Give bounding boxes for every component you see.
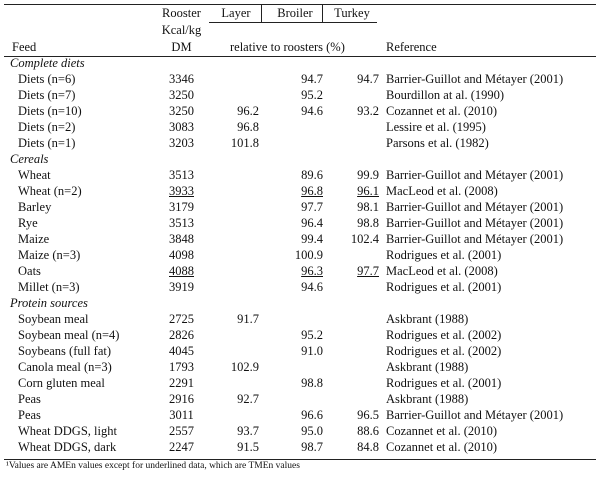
header-layer: Layer: [221, 6, 251, 20]
rooster-cell: 3083: [169, 120, 194, 134]
rooster-cell: 3011: [169, 408, 194, 422]
header-reference: Reference: [386, 40, 437, 54]
reference-cell: Cozannet et al. (2010): [386, 424, 498, 438]
broiler-cell: 95.2: [301, 88, 323, 102]
table-row: [4, 423, 596, 439]
table-body: [4, 55, 596, 455]
table-row: [4, 167, 596, 183]
feed-cell: Oats: [18, 264, 41, 278]
table-row: [4, 391, 596, 407]
footnote: ¹Values are AMEn values except for underlined data, which are TMEn values: [6, 461, 300, 471]
col-sep-1: [261, 5, 262, 22]
turkey-cell: 93.2: [357, 104, 379, 118]
header-feed: Feed: [12, 40, 37, 54]
feed-cell: Diets (n=2): [18, 120, 76, 134]
turkey-cell: 102.4: [350, 232, 379, 246]
feed-cell: Diets (n=6): [18, 72, 76, 86]
turkey-cell: 99.9: [357, 168, 379, 182]
broiler-cell: 98.7: [301, 440, 323, 454]
rooster-cell: 3346: [169, 72, 194, 86]
header-rooster-dm: DM: [171, 40, 192, 54]
feed-cell: Soybean meal: [18, 312, 89, 326]
layer-cell: 93.7: [237, 424, 259, 438]
section-title: Protein sources: [10, 296, 88, 310]
reference-cell: Barrier-Guillot and Métayer (2001): [386, 200, 564, 214]
header-relative: relative to roosters (%): [230, 40, 345, 54]
feed-cell: Millet (n=3): [18, 280, 80, 294]
reference-cell: Cozannet et al. (2010): [386, 104, 498, 118]
layer-cell: 92.7: [237, 392, 259, 406]
feed-cell: Wheat DDGS, dark: [18, 440, 117, 454]
table-row: [4, 71, 596, 87]
reference-cell: Askbrant (1988): [386, 392, 469, 406]
reference-cell: Barrier-Guillot and Métayer (2001): [386, 168, 564, 182]
turkey-cell: 96.5: [357, 408, 379, 422]
broiler-cell: 94.6: [301, 280, 323, 294]
rooster-cell: 4098: [169, 248, 194, 262]
reference-cell: Rodrigues et al. (2001): [386, 280, 502, 294]
layer-cell: 96.2: [237, 104, 259, 118]
feed-cell: Peas: [18, 408, 41, 422]
table-row: [4, 231, 596, 247]
feed-cell: Canola meal (n=3): [18, 360, 112, 374]
header-rule: [4, 56, 596, 57]
header-row-2: [4, 21, 596, 38]
rooster-cell: 1793: [169, 360, 194, 374]
table-row: [4, 103, 596, 119]
feed-cell: Peas: [18, 392, 41, 406]
reference-cell: Askbrant (1988): [386, 360, 469, 374]
header-rooster: Rooster: [162, 6, 201, 20]
section-header: [4, 295, 596, 311]
rooster-cell: 3513: [169, 168, 194, 182]
broiler-cell: 89.6: [301, 168, 323, 182]
broiler-cell: 96.3: [301, 264, 323, 278]
table-row: [4, 215, 596, 231]
broiler-cell: 96.8: [301, 184, 323, 198]
energy-values-table: [4, 4, 596, 455]
rooster-cell: 3919: [169, 280, 194, 294]
header-turkey: Turkey: [334, 6, 370, 20]
turkey-cell: 94.7: [357, 72, 379, 86]
feed-cell: Diets (n=10): [18, 104, 82, 118]
header-broiler: Broiler: [277, 6, 313, 20]
turkey-cell: 96.1: [357, 184, 379, 198]
rooster-cell: 2916: [169, 392, 194, 406]
table-row: [4, 327, 596, 343]
table-row: [4, 87, 596, 103]
broiler-cell: 99.4: [301, 232, 323, 246]
feed-cell: Wheat DDGS, light: [18, 424, 117, 438]
rooster-cell: 2247: [169, 440, 194, 454]
rooster-cell: 3203: [169, 136, 194, 150]
broiler-cell: 98.8: [301, 376, 323, 390]
table-row: [4, 183, 596, 199]
broiler-cell: 91.0: [301, 344, 323, 358]
reference-cell: Cozannet et al. (2010): [386, 440, 498, 454]
reference-cell: Rodrigues et al. (2002): [386, 328, 502, 342]
feed-cell: Barley: [18, 200, 52, 214]
rooster-cell: 2557: [169, 424, 194, 438]
table-row: [4, 199, 596, 215]
reference-cell: Rodrigues et al. (2002): [386, 344, 502, 358]
feed-cell: Maize (n=3): [18, 248, 81, 262]
broiler-cell: 97.7: [301, 200, 323, 214]
section-title: Cereals: [10, 152, 49, 166]
table-row: [4, 407, 596, 423]
layer-cell: 91.5: [237, 440, 259, 454]
reference-cell: Rodrigues et al. (2001): [386, 248, 502, 262]
rooster-cell: 3250: [169, 88, 194, 102]
table-row: [4, 247, 596, 263]
reference-cell: Barrier-Guillot and Métayer (2001): [386, 72, 564, 86]
layer-cell: 96.8: [237, 120, 259, 134]
reference-cell: Askbrant (1988): [386, 312, 469, 326]
rooster-cell: 2291: [169, 376, 194, 390]
table-row: [4, 439, 596, 455]
header-row-3: [4, 38, 596, 55]
layer-cell: 102.9: [230, 360, 259, 374]
turkey-cell: 84.8: [357, 440, 379, 454]
header-row-1: [4, 4, 596, 21]
reference-cell: MacLeod et al. (2008): [386, 184, 498, 198]
reference-cell: Parsons et al. (1982): [386, 136, 489, 150]
rooster-cell: 3933: [169, 184, 194, 198]
table-row: [4, 119, 596, 135]
broiler-cell: 95.2: [301, 328, 323, 342]
table-row: [4, 263, 596, 279]
reference-cell: MacLeod et al. (2008): [386, 264, 498, 278]
rooster-cell: 3513: [169, 216, 194, 230]
broiler-cell: 94.6: [301, 104, 323, 118]
broiler-cell: 96.4: [301, 216, 323, 230]
section-title: Complete diets: [10, 56, 85, 70]
table-row: [4, 375, 596, 391]
top-rule: [4, 4, 596, 5]
rooster-cell: 4045: [169, 344, 194, 358]
turkey-cell: 98.1: [357, 200, 379, 214]
feed-cell: Wheat (n=2): [18, 184, 82, 198]
table-row: [4, 343, 596, 359]
broiler-cell: 100.9: [294, 248, 323, 262]
turkey-cell: 98.8: [357, 216, 379, 230]
layer-cell: 91.7: [237, 312, 259, 326]
layer-cell: 101.8: [230, 136, 259, 150]
rooster-cell: 4088: [169, 264, 194, 278]
table-row: [4, 279, 596, 295]
rooster-cell: 3250: [169, 104, 194, 118]
rooster-cell: 3179: [169, 200, 194, 214]
feed-cell: Diets (n=7): [18, 88, 76, 102]
table-row: [4, 311, 596, 327]
feed-cell: Soybean meal (n=4): [18, 328, 120, 342]
reference-cell: Barrier-Guillot and Métayer (2001): [386, 408, 564, 422]
broiler-cell: 95.0: [301, 424, 323, 438]
rooster-cell: 2826: [169, 328, 194, 342]
rooster-cell: 3848: [169, 232, 194, 246]
feed-cell: Soybeans (full fat): [18, 344, 112, 358]
turkey-cell: 88.6: [357, 424, 379, 438]
feed-cell: Diets (n=1): [18, 136, 76, 150]
turkey-cell: 97.7: [357, 264, 379, 278]
section-header: [4, 151, 596, 167]
rooster-cell: 2725: [169, 312, 194, 326]
section-header: [4, 55, 596, 71]
table-row: [4, 359, 596, 375]
reference-cell: Bourdillon at al. (1990): [386, 88, 505, 102]
broiler-cell: 94.7: [301, 72, 323, 86]
bottom-rule: [4, 459, 596, 460]
broiler-cell: 96.6: [301, 408, 323, 422]
reference-cell: Barrier-Guillot and Métayer (2001): [386, 232, 564, 246]
table-row: [4, 135, 596, 151]
header-rooster-unit: Kcal/kg: [161, 23, 202, 37]
reference-cell: Lessire et al. (1995): [386, 120, 486, 134]
feed-cell: Maize: [18, 232, 50, 246]
reference-cell: Rodrigues et al. (2001): [386, 376, 502, 390]
reference-cell: Barrier-Guillot and Métayer (2001): [386, 216, 564, 230]
subheader-rule: [209, 22, 377, 23]
col-sep-2: [322, 5, 323, 22]
feed-cell: Corn gluten meal: [18, 376, 105, 390]
feed-cell: Wheat: [18, 168, 51, 182]
feed-cell: Rye: [18, 216, 38, 230]
